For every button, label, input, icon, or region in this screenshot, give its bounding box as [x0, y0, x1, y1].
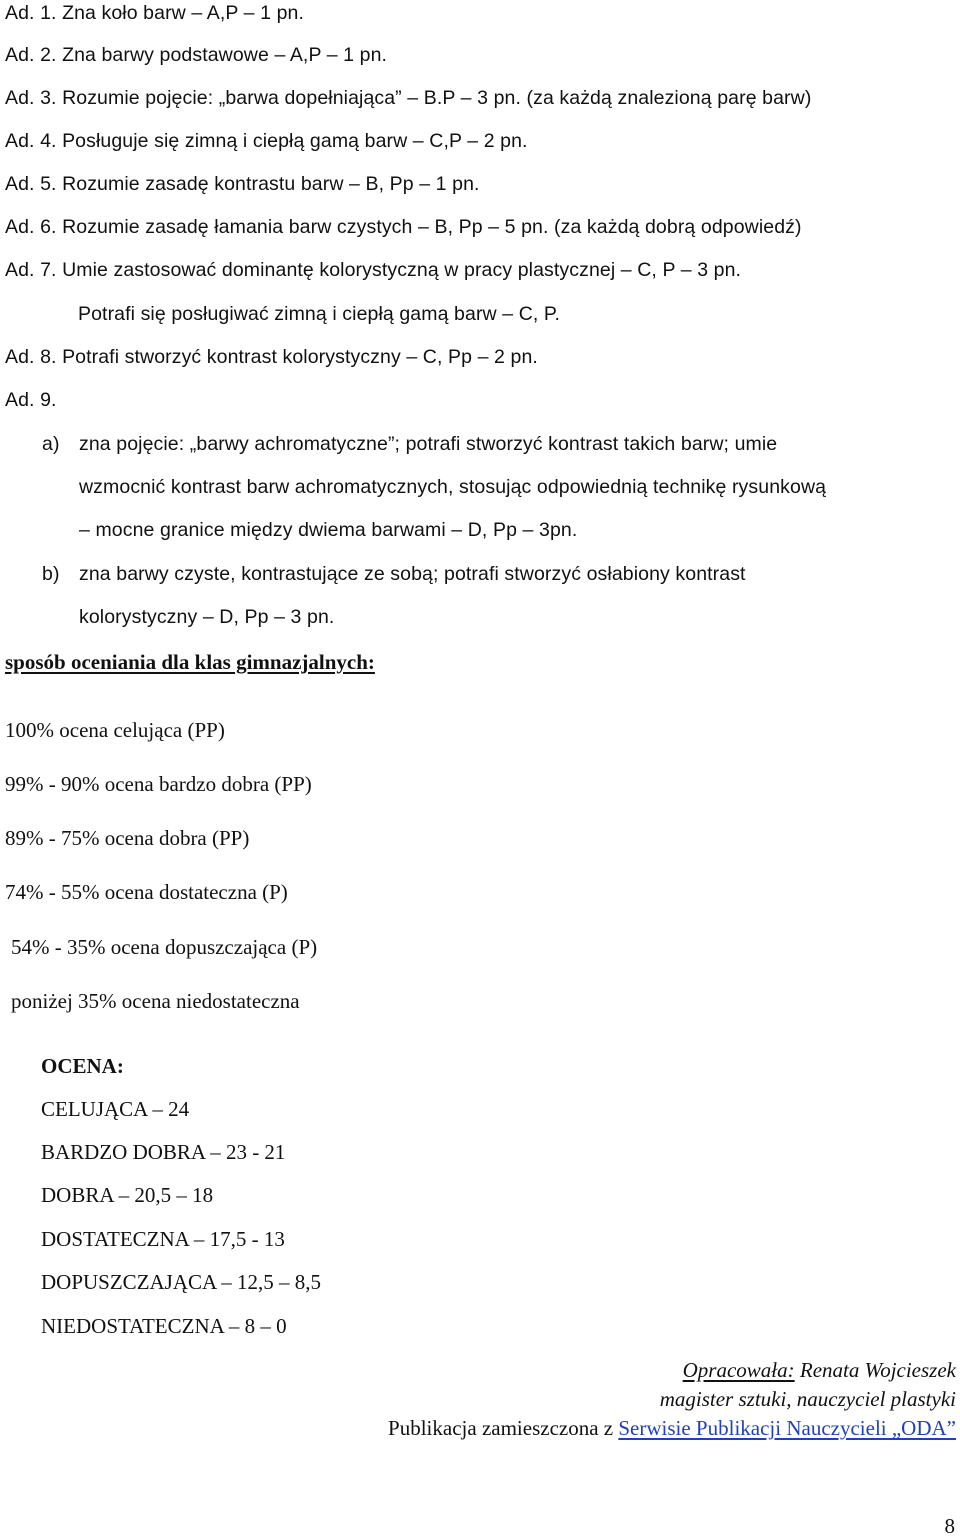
ad9a-marker: a) — [42, 433, 60, 455]
criterion-ad5: Ad. 5. Rozumie zasadę kontrastu barw – B, Pp – 1 pn. — [5, 173, 480, 195]
page-number: 8 — [944, 1514, 955, 1538]
publication-prefix: Publikacja zamieszczona z — [388, 1416, 619, 1440]
publication-line — [388, 1418, 956, 1439]
criterion-ad9: Ad. 9. — [5, 389, 57, 411]
ocena-item-bardzo-dobra: BARDZO DOBRA – 23 - 21 — [41, 1140, 286, 1164]
ad9b-line-1: zna barwy czyste, kontrastujące ze sobą; potrafi stworzyć osłabiony kontrast — [79, 563, 746, 585]
criterion-ad8: Ad. 8. Potrafi stworzyć kontrast kolorystyczny – C, Pp – 2 pn. — [5, 346, 538, 368]
ocena-item-dopuszczajaca: DOPUSZCZAJĄCA – 12,5 – 8,5 — [41, 1270, 322, 1294]
ad9b-line-2: kolorystyczny – D, Pp – 3 pn. — [79, 606, 335, 628]
criterion-ad4: Ad. 4. Posługuje się zimną i ciepłą gamą barw – C,P – 2 pn. — [5, 130, 528, 152]
author-name: Renata Wojcieszek — [794, 1358, 956, 1382]
grade-scale-dostateczna: 74% - 55% ocena dostateczna (P) — [5, 880, 288, 904]
criterion-ad3: Ad. 3. Rozumie pojęcie: „barwa dopełniająca” – B.P – 3 pn. (za każdą znalezioną parę barw) — [5, 87, 812, 109]
ocena-item-niedostateczna: NIEDOSTATECZNA – 8 – 0 — [41, 1314, 287, 1338]
criterion-ad7: Ad. 7. Umie zastosować dominantę kolorystyczną w pracy plastycznej – C, P – 3 pn. — [5, 259, 742, 281]
ocena-item-dostateczna: DOSTATECZNA – 17,5 - 13 — [41, 1227, 285, 1251]
ad9a-line-2: wzmocnić kontrast barw achromatycznych, stosując odpowiednią technikę rysunkową — [79, 476, 827, 498]
ocena-heading: OCENA: — [41, 1054, 124, 1078]
publication-link[interactable]: Serwisie Publikacji Nauczycieli „ODA” — [618, 1416, 956, 1440]
author-line — [683, 1360, 956, 1381]
ad9a-line-3: – mocne granice między dwiema barwami – D, Pp – 3pn. — [79, 519, 578, 541]
grade-scale-dopuszczajaca: 54% - 35% ocena dopuszczająca (P) — [11, 935, 318, 959]
ad9a-line-1: zna pojęcie: „barwy achromatyczne”; potrafi stworzyć kontrast takich barw; umie — [79, 433, 778, 455]
author-label: Opracowała: — [682, 1358, 795, 1382]
author-title: magister sztuki, nauczyciel plastyki — [659, 1387, 956, 1411]
criterion-ad1: Ad. 1. Zna koło barw – A,P – 1 pn. — [5, 2, 304, 24]
ocena-item-celujaca: CELUJĄCA – 24 — [41, 1097, 190, 1121]
criterion-ad7-continuation: Potrafi się posługiwać zimną i ciepłą gamą barw – C, P. — [78, 303, 561, 325]
grade-scale-niedostateczna: poniżej 35% ocena niedostateczna — [11, 989, 300, 1013]
grading-heading: sposób oceniania dla klas gimnazjalnych: — [5, 650, 375, 674]
grade-scale-dobra: 89% - 75% ocena dobra (PP) — [5, 826, 250, 850]
grade-scale-celujaca: 100% ocena celująca (PP) — [5, 718, 225, 742]
ad9b-marker: b) — [42, 563, 60, 585]
ocena-item-dobra: DOBRA – 20,5 – 18 — [41, 1183, 214, 1207]
criterion-ad6: Ad. 6. Rozumie zasadę łamania barw czystych – B, Pp – 5 pn. (za każdą dobrą odpowiedź) — [5, 216, 802, 238]
criterion-ad2: Ad. 2. Zna barwy podstawowe – A,P – 1 pn. — [5, 44, 388, 66]
grade-scale-bardzo-dobra: 99% - 90% ocena bardzo dobra (PP) — [5, 772, 312, 796]
